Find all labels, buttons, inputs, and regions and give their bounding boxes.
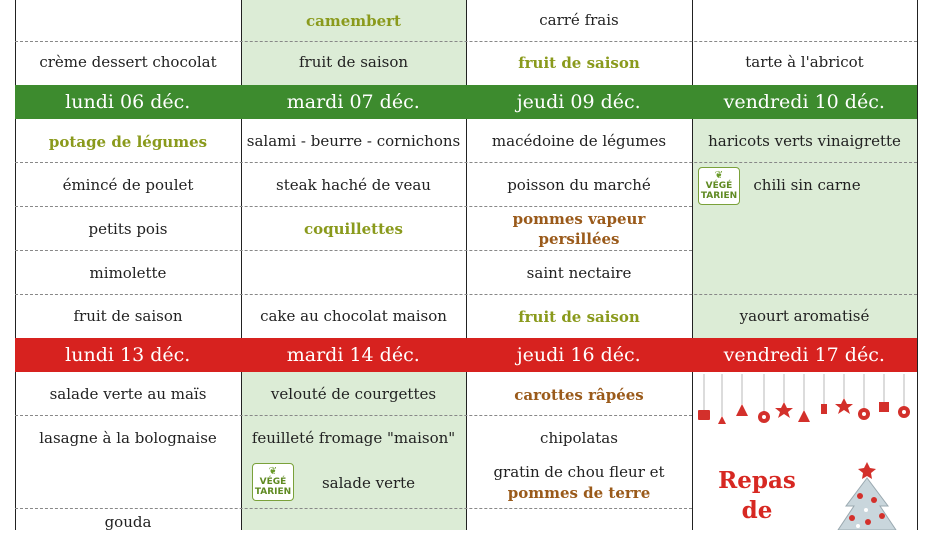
row-separator (15, 294, 917, 295)
cell-w1-accomp-jeudi: pommes vapeur persillées (512, 209, 646, 248)
row-separator (15, 250, 692, 251)
christmas-ornaments-icon (694, 374, 916, 436)
week2-header (15, 338, 917, 372)
day-header: vendredi 10 déc. (723, 91, 885, 113)
row-separator (15, 508, 692, 509)
cell-w1-accomp-mardi: coquillettes (303, 219, 404, 238)
cell-w1-plat-jeudi: poisson du marché (507, 175, 651, 194)
vegetarian-logo-icon: ❦ VÉGÉ TARIEN (698, 167, 740, 205)
day-header: lundi 06 déc. (65, 91, 191, 113)
day-header: jeudi 16 déc. (516, 344, 641, 366)
day-header: mardi 07 déc. (286, 91, 420, 113)
cell-w1-entree-lundi: potage de légumes (48, 133, 208, 151)
cell-w1-dessert-mardi: cake au chocolat maison (260, 307, 447, 325)
cell-top-dessert-jeudi: fruit de saison (518, 54, 640, 72)
cell-w2-plat-mardi: feuilleté fromage "maison" (251, 429, 456, 447)
cell-w1-laitage-lundi: mimolette (89, 263, 167, 282)
cell-w1-dessert-lundi: fruit de saison (73, 307, 183, 325)
cell-w1-dessert-vendredi: yaourt aromatisé (739, 307, 870, 325)
christmas-tree-icon (822, 460, 912, 530)
vegetarian-logo-icon: ❦ VÉGÉ TARIEN (252, 463, 294, 501)
cell-w2-laitage-lundi: gouda (104, 513, 152, 531)
cell-top-dessert-lundi: crème dessert chocolat (39, 53, 217, 71)
day-header: vendredi 17 déc. (723, 344, 885, 366)
cell-w1-plat-vendredi: chili sin carne (753, 175, 861, 194)
row-separator (15, 41, 917, 42)
cell-top-dessert-mardi: fruit de saison (298, 53, 409, 71)
cell-w1-laitage-jeudi: saint nectaire (526, 263, 632, 282)
day-header: mardi 14 déc. (286, 344, 420, 366)
week1-header (15, 85, 917, 119)
cell-top-cheese-mardi: camembert (305, 12, 401, 30)
cell-w1-entree-mardi: salami - beurre - cornichons (246, 132, 461, 150)
day-header: lundi 13 déc. (65, 344, 191, 366)
cell-w1-plat-lundi: émincé de poulet (62, 175, 194, 194)
cell-w2-accomp-mardi: salade verte (321, 474, 416, 492)
cell-w1-entree-jeudi: macédoine de légumes (491, 132, 667, 150)
cell-w1-accomp-lundi: petits pois (88, 219, 168, 238)
cell-top-dessert-vendredi: tarte à l'abricot (745, 53, 864, 71)
cell-top-cheese-jeudi: carré frais (539, 11, 619, 29)
cell-w2-entree-mardi: velouté de courgettes (270, 385, 437, 403)
col-border (917, 0, 918, 530)
day-header: jeudi 09 déc. (516, 91, 641, 113)
row-separator (15, 206, 692, 207)
cell-w2-entree-jeudi: carottes râpées (514, 386, 644, 404)
cell-w2-plat-lundi: lasagne à la bolognaise (39, 429, 217, 447)
cell-w1-dessert-jeudi: fruit de saison (518, 308, 640, 326)
christmas-meal-title: Repas de (718, 467, 796, 524)
cell-w1-entree-vendredi: haricots verts vinaigrette (708, 132, 901, 150)
cell-w2-entree-lundi: salade verte au maïs (49, 385, 207, 403)
cell-w2-accomp-jeudi-line1: gratin de chou fleur et (493, 463, 665, 481)
cell-w1-plat-mardi: steak haché de veau (276, 175, 431, 194)
cell-w2-accomp-jeudi-line2: pommes de terre (507, 484, 651, 502)
cell-w2-plat-jeudi: chipolatas (540, 429, 618, 447)
